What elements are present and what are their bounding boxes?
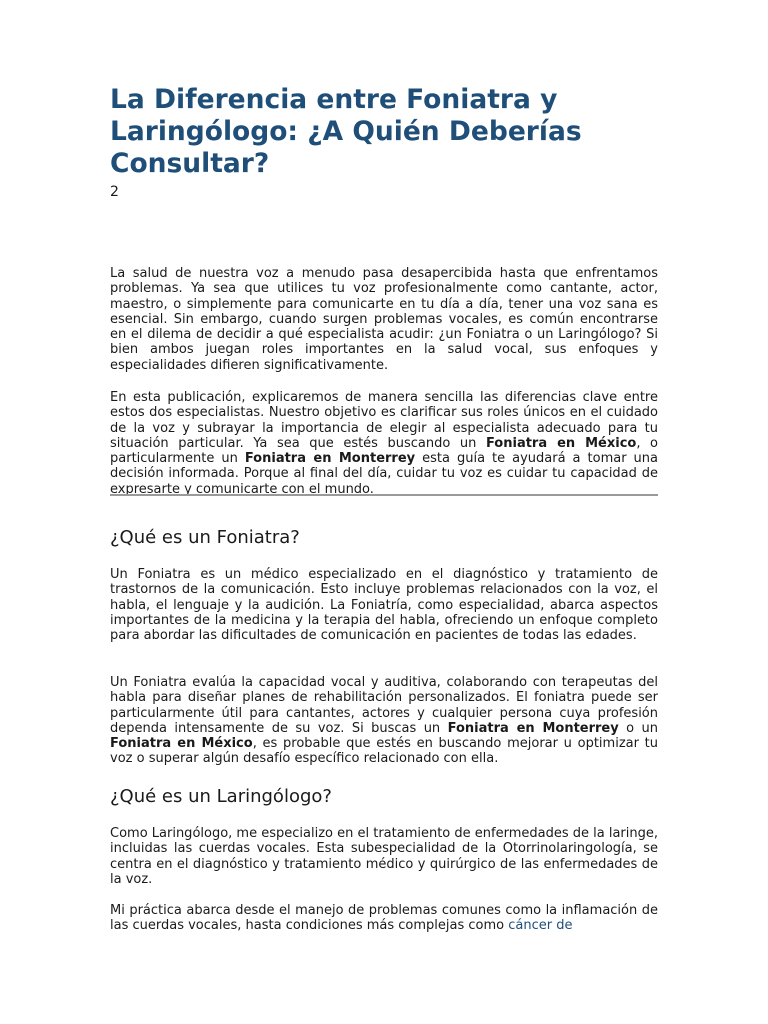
intro-paragraph-1: La salud de nuestra voz a menudo pasa desapercibida hasta que enfrentamos problemas. Ya sea que utilices tu voz profesionalmente como cantante, actor, maestro, o simplemente para comunicarte en tu día a día, tener una voz sana es esencial. Sin embargo, cuando surgen problemas vocales, es común encontrarse en el dilema de decidir a qué especialista acudir: ¿un Foniatra o un Laringólogo? Si bien ambos juegan roles importantes en la salud vocal, sus enfoques y especialidades difieren significativamente. xyxy=(110,266,658,373)
text-span: esta guía te ayudará a tomar una decisión informada. Porque al final del día, cuidar tu voz es cuidar tu capacidad de expresarte y comunicarte con el mundo. xyxy=(110,451,658,497)
heading-que-es-foniatra: ¿Qué es un Foniatra? xyxy=(110,527,300,548)
document-title: La Diferencia entre Foniatra y Laringólogo: ¿A Quién Deberías Consultar? xyxy=(110,84,582,179)
cancer-link[interactable]: cáncer de xyxy=(508,918,573,934)
text-span: , o particularmente un xyxy=(110,435,658,467)
laringologo-paragraph-2 xyxy=(110,903,658,934)
text-span: , es probable que estés en buscando mejorar u optimizar tu voz o superar algún desafío específico relacionado con ella. xyxy=(110,736,658,767)
foniatra-paragraph-1: Un Foniatra es un médico especializado en el diagnóstico y tratamiento de trastornos de la comunicación. Esto incluye problemas relacionados con la voz, el habla, el lenguaje y la audición. La Foniatría, como especialidad, abarca aspectos importantes de la medicina y la terapia del habla, ofreciendo un enfoque completo para abordar las dificultades de comunicación en pacientes de todas las edades. xyxy=(110,567,658,644)
heading-que-es-laringologo: ¿Qué es un Laringólogo? xyxy=(110,786,332,807)
laringologo-paragraph-1: Como Laringólogo, me especializo en el tratamiento de enfermedades de la laringe, incluidas las cuerdas vocales. Esta subespecialidad de la Otorrinolaringología, se centra en el diagnóstico y tratamiento médico y quirúrgico de las enfermedades de la voz. xyxy=(110,826,658,887)
page-number: 2 xyxy=(110,184,119,200)
text-span: Mi práctica abarca desde el manejo de problemas comunes como la inflamación de las cuerdas vocales, hasta condiciones más complejas como xyxy=(110,903,658,934)
intro-paragraph-2 xyxy=(110,390,658,497)
text-span: o un xyxy=(618,720,659,736)
foniatra-paragraph-2 xyxy=(110,675,658,767)
keyword-foniatra-monterrey: Foniatra en Monterrey xyxy=(244,451,416,467)
text-span: Un Foniatra evalúa la capacidad vocal y auditiva, colaborando con terapeutas del habla para diseñar planes de rehabilitación personalizados. El foniatra puede ser particularmente útil para cantantes, actores y cualquier persona cuya profesión dependa intensamente de su voz. Si buscas un xyxy=(110,675,658,736)
keyword-foniatra-mexico: Foniatra en México xyxy=(485,435,637,451)
horizontal-rule xyxy=(110,494,658,496)
keyword-foniatra-monterrey: Foniatra en Monterrey xyxy=(447,720,619,736)
text-span: En esta publicación, explicaremos de manera sencilla las diferencias clave entre estos dos especialistas. Nuestro objetivo es clarificar sus roles únicos en el cuidado de la voz y subrayar la importancia de elegir al especialista adecuado para tu situación particular. Ya sea que estés buscando un xyxy=(110,390,658,451)
keyword-foniatra-mexico: Foniatra en México xyxy=(110,736,253,752)
